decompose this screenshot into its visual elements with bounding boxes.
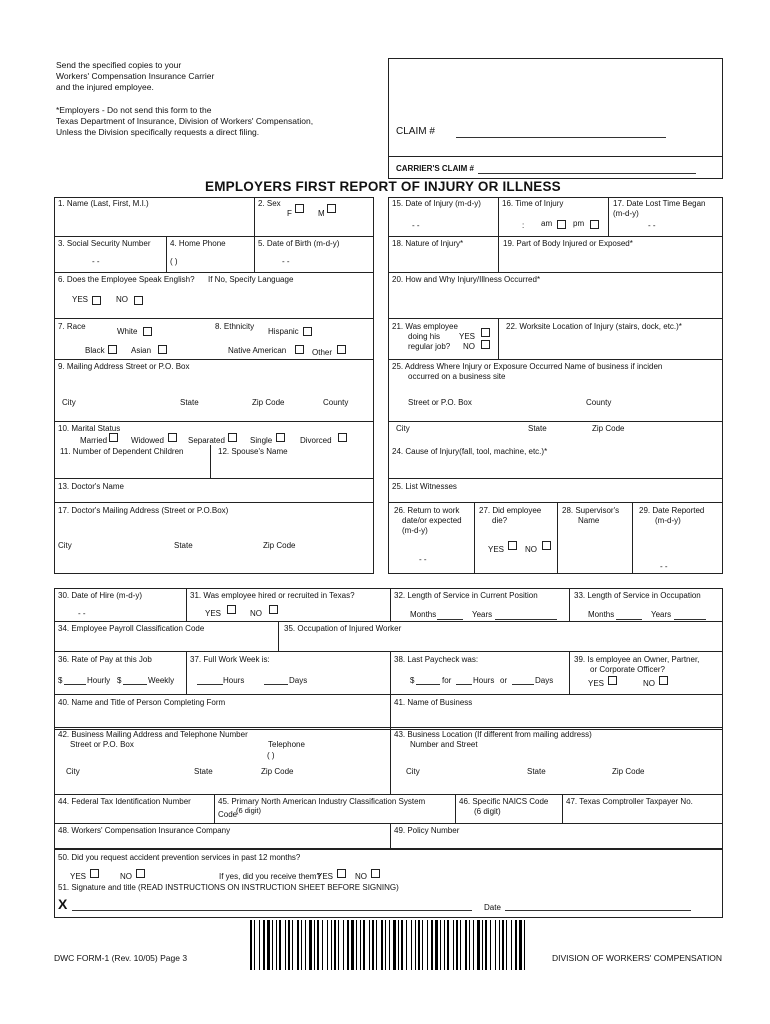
mail-state-label: State [180, 398, 199, 407]
field-27-label: 27. Did employee [479, 506, 542, 515]
occupation-years-field[interactable] [674, 619, 706, 620]
divider [388, 272, 723, 273]
divider [254, 236, 255, 272]
sex-m-label: M [318, 209, 325, 218]
field-45-code-label: Code [218, 810, 238, 819]
paycheck-for-label: for [442, 676, 452, 685]
field-16-label: 16. Time of Injury [502, 199, 564, 208]
claim-box [388, 58, 723, 179]
intro-line-6: Unless the Division specifically requests a direct filing. [56, 127, 260, 137]
prevention-no-label: NO [120, 872, 132, 881]
field-11-label: 11. Number of Dependent Children [60, 447, 184, 456]
divider [388, 236, 723, 237]
paycheck-or-label: or [500, 676, 508, 685]
field-32-label: 32. Length of Service in Current Position [394, 591, 538, 600]
time-pm-label: pm [573, 219, 585, 228]
field-40-label: 40. Name and Title of Person Completing Form [58, 698, 226, 707]
field-12-label: 12. Spouse's Name [218, 447, 288, 456]
marital-divorced-checkbox[interactable] [338, 433, 347, 442]
race-black-label: Black [85, 346, 105, 355]
regular-job-yes-checkbox[interactable] [481, 328, 490, 337]
prevention-yes-checkbox[interactable] [90, 869, 99, 878]
position-months-field[interactable] [437, 619, 463, 620]
field-26-label: 26. Return to work [394, 506, 460, 515]
marital-divorced-label: Divorced [300, 436, 332, 445]
divider [388, 421, 723, 422]
field-31-label: 31. Was employee hired or recruited in Texas? [190, 591, 355, 600]
reported-dashes: - - [660, 562, 668, 571]
field-39-label: 39. Is employee an Owner, Partner, [574, 655, 700, 664]
field-8-label: 8. Ethnicity [215, 322, 255, 331]
field-29-label: 29. Date Reported [639, 506, 705, 515]
received-no-label: NO [355, 872, 367, 881]
biz-state-label: State [194, 767, 213, 776]
received-no-checkbox[interactable] [371, 869, 380, 878]
barcode-image [250, 920, 526, 970]
divider [166, 236, 167, 272]
field-22-label: 22. Worksite Location of Injury (stairs, dock, etc.)* [506, 322, 682, 331]
divider [632, 502, 633, 574]
field-2-label: 2. Sex [258, 199, 281, 208]
field-23-label: 25. Address Where Injury or Exposure Occurred Name of business if inciden [392, 362, 663, 371]
divider [388, 478, 723, 479]
field-47-label: 47. Texas Comptroller Taxpayer No. [566, 797, 693, 806]
paycheck-days-label: Days [535, 676, 554, 685]
field-26-line3: (m-d-y) [402, 526, 428, 535]
divider [210, 445, 211, 478]
field-21-label: 21. Was employee [392, 322, 458, 331]
field-6-label: 6. Does the Employee Speak English? [58, 275, 195, 284]
divider [214, 794, 215, 823]
prevention-yes-label: YES [70, 872, 87, 881]
field-43-label: 43. Business Location (If different from mailing address) [394, 730, 592, 739]
field-15-label: 15. Date of Injury (m-d-y) [392, 199, 481, 208]
field-41-label: 41. Name of Business [394, 698, 473, 707]
divider [498, 236, 499, 272]
field-6b-label: If No, Specify Language [208, 275, 294, 284]
paycheck-hours-label: Hours [473, 676, 495, 685]
biz-zip-label: Zip Code [261, 767, 294, 776]
marital-married-checkbox[interactable] [109, 433, 118, 442]
sex-m-checkbox[interactable] [327, 204, 336, 213]
hire-dashes: - - [78, 609, 86, 618]
received-yes-checkbox[interactable] [337, 869, 346, 878]
field-43-line2: Number and Street [410, 740, 478, 749]
paycheck-hours-field[interactable] [456, 684, 472, 685]
pay-dollar-sign: $ [58, 676, 63, 685]
divider [54, 318, 374, 319]
claim-label: CLAIM # [396, 126, 435, 137]
sex-f-label: F [287, 209, 292, 218]
divider [474, 502, 475, 574]
rtw-dashes: - - [419, 555, 427, 564]
pay-dollar-sign-2: $ [117, 676, 122, 685]
ethnicity-other-label: Other [312, 348, 333, 357]
marital-separated-checkbox[interactable] [228, 433, 237, 442]
paycheck-dollar: $ [410, 676, 415, 685]
divider [390, 727, 391, 794]
field-21-line3: regular job? [408, 342, 451, 351]
field-42-line2: Street or P.O. Box [70, 740, 134, 749]
weekly-rate-field[interactable] [123, 684, 147, 685]
owner-yes-checkbox[interactable] [608, 676, 617, 685]
field-1-label: 1. Name (Last, First, M.I.) [58, 199, 149, 208]
divider [254, 197, 255, 236]
signature-x-mark: X [58, 896, 68, 912]
field-5-label: 5. Date of Birth (m-d-y) [258, 239, 340, 248]
field-37-label: 37. Full Work Week is: [190, 655, 270, 664]
field-25-label: 25. List Witnesses [392, 482, 457, 491]
position-months-label: Months [410, 610, 437, 619]
hired-tx-no-label: NO [250, 609, 262, 618]
field-45-digits: (6 digit) [236, 806, 262, 815]
loc-city-label: City [406, 767, 420, 776]
divider [54, 478, 374, 479]
site-state-label: State [528, 424, 547, 433]
intro-line-3: and the injured employee. [56, 82, 154, 92]
biz-city-label: City [66, 767, 80, 776]
time-am-label: am [541, 219, 553, 228]
field-45-label: 45. Primary North American Industry Classification System [218, 797, 426, 806]
form-id: DWC FORM-1 (Rev. 10/05) Page 3 [54, 953, 188, 963]
english-yes-checkbox[interactable] [92, 296, 101, 305]
doctor-city-label: City [58, 541, 72, 550]
divider [390, 588, 391, 621]
divider [54, 421, 374, 422]
field-17l-label: 17. Doctor's Mailing Address (Street or P.O.Box) [58, 506, 229, 515]
sex-f-checkbox[interactable] [295, 204, 304, 213]
field-4-label: 4. Home Phone [170, 239, 226, 248]
divider [186, 651, 187, 694]
position-years-label: Years [472, 610, 493, 619]
hourly-label: Hourly [87, 676, 111, 685]
divider [54, 694, 723, 695]
occupation-months-field[interactable] [616, 619, 642, 620]
field-19-label: 19. Part of Body Injured or Exposed* [503, 239, 633, 248]
owner-no-label: NO [643, 679, 655, 688]
intro-line-1: Send the specified copies to your [56, 60, 182, 70]
died-yes-label: YES [488, 545, 505, 554]
died-yes-checkbox[interactable] [508, 541, 517, 550]
divider [54, 272, 374, 273]
race-white-checkbox[interactable] [143, 327, 152, 336]
divider [390, 651, 391, 694]
site-county-label: County [586, 398, 612, 407]
divider [388, 318, 723, 319]
field-48-label: 48. Workers' Compensation Insurance Company [58, 826, 231, 835]
week-hours-field[interactable] [197, 684, 223, 685]
field-9-label: 9. Mailing Address Street or P.O. Box [58, 362, 190, 371]
ethnicity-hispanic-label: Hispanic [268, 327, 299, 336]
race-asian-checkbox[interactable] [158, 345, 167, 354]
field-18-label: 18. Nature of Injury* [392, 239, 464, 248]
signature-field[interactable] [72, 910, 472, 911]
field-10-label: 10. Marital Status [58, 424, 121, 433]
field-50-label: 50. Did you request accident prevention services in past 12 months? [58, 853, 301, 862]
field-27-line2: die? [492, 516, 508, 525]
hourly-rate-field[interactable] [64, 684, 86, 685]
doi-dashes: - - [412, 221, 420, 230]
regular-job-yes-label: YES [459, 332, 476, 341]
field-34-label: 34. Employee Payroll Classification Code [58, 624, 205, 633]
owner-yes-label: YES [588, 679, 605, 688]
carrier-claim-label: CARRIER'S CLAIM # [396, 164, 474, 173]
race-black-checkbox[interactable] [108, 345, 117, 354]
english-yes-label: YES [72, 295, 89, 304]
employee-info-panel [54, 197, 374, 574]
divider [54, 823, 723, 824]
field-30-label: 30. Date of Hire (m-d-y) [58, 591, 143, 600]
week-days-field[interactable] [264, 684, 288, 685]
field-20-label: 20. How and Why Injury/Illness Occurred* [392, 275, 541, 284]
time-colon: : [522, 221, 525, 230]
marital-widowed-checkbox[interactable] [168, 433, 177, 442]
divider [54, 794, 723, 795]
field-46-label: 46. Specific NAICS Code [459, 797, 549, 806]
dob-dashes: - - [282, 257, 290, 266]
doctor-state-label: State [174, 541, 193, 550]
divider [498, 197, 499, 236]
divider [390, 823, 391, 849]
divider [278, 621, 279, 651]
field-46-line2: (6 digit) [474, 807, 501, 816]
field-29-line2: (m-d-y) [655, 516, 681, 525]
divider [388, 156, 723, 157]
field-39-line2: or Corporate Officer? [590, 665, 665, 674]
ethnicity-native-checkbox[interactable] [295, 345, 304, 354]
carrier-claim-field[interactable] [478, 173, 696, 174]
division-name: DIVISION OF WORKERS' COMPENSATION [552, 953, 723, 963]
divider [388, 359, 723, 360]
divider [569, 651, 570, 694]
field-26-line2: date/or expected [402, 516, 462, 525]
field-7-label: 7. Race [58, 322, 86, 331]
divider [608, 197, 609, 236]
divider [54, 621, 723, 622]
position-years-field[interactable] [495, 619, 557, 620]
field-3-label: 3. Social Security Number [58, 239, 151, 248]
field-28-line2: Name [578, 516, 600, 525]
divider [569, 588, 570, 621]
intro-line-4: *Employers - Do not send this form to the [56, 105, 212, 115]
divider [557, 502, 558, 574]
ethnicity-hispanic-checkbox[interactable] [303, 327, 312, 336]
field-17r-label: 17. Date Lost Time Began [613, 199, 706, 208]
divider [186, 588, 187, 621]
mail-city-label: City [62, 398, 76, 407]
form-title: EMPLOYERS FIRST REPORT OF INJURY OR ILLNESS [205, 179, 561, 194]
divider [54, 236, 374, 237]
ethnicity-other-checkbox[interactable] [337, 345, 346, 354]
field-42-label: 42. Business Mailing Address and Telephone Number [58, 730, 248, 739]
occupation-months-label: Months [588, 610, 615, 619]
signature-date-field[interactable] [505, 910, 691, 911]
divider [54, 502, 374, 503]
telephone-parens: ( ) [267, 751, 275, 760]
phone-parens: ( ) [170, 257, 178, 266]
field-49-label: 49. Policy Number [394, 826, 460, 835]
field-44-label: 44. Federal Tax Identification Number [58, 797, 191, 806]
field-38-label: 38. Last Paycheck was: [394, 655, 479, 664]
field-35-label: 35. Occupation of Injured Worker [284, 624, 402, 633]
mail-county-label: County [323, 398, 349, 407]
marital-separated-label: Separated [188, 436, 225, 445]
paycheck-days-field[interactable] [512, 684, 534, 685]
site-zip-label: Zip Code [592, 424, 625, 433]
week-days-label: Days [289, 676, 308, 685]
divider [498, 318, 499, 359]
date-label: Date [484, 903, 501, 912]
english-no-label: NO [116, 295, 128, 304]
field-23-line2: occurred on a business site [408, 372, 506, 381]
hired-tx-yes-label: YES [205, 609, 222, 618]
field-17r-sublabel: (m-d-y) [613, 209, 639, 218]
marital-widowed-label: Widowed [131, 436, 164, 445]
paycheck-amount-field[interactable] [416, 684, 440, 685]
doctor-zip-label: Zip Code [263, 541, 296, 550]
loc-state-label: State [527, 767, 546, 776]
divider [54, 359, 374, 360]
regular-job-no-checkbox[interactable] [481, 340, 490, 349]
intro-line-5: Texas Department of Insurance, Division of Workers' Compensation, [56, 116, 314, 126]
field-13-label: 13. Doctor's Name [58, 482, 124, 491]
ssn-dashes: - - [92, 257, 100, 266]
divider [390, 694, 391, 730]
week-hours-label: Hours [223, 676, 245, 685]
hired-tx-yes-checkbox[interactable] [227, 605, 236, 614]
marital-single-checkbox[interactable] [276, 433, 285, 442]
marital-married-label: Married [80, 436, 108, 445]
site-street-label: Street or P.O. Box [408, 398, 472, 407]
lost-time-dashes: - - [648, 221, 656, 230]
marital-single-label: Single [250, 436, 273, 445]
field-24-label: 24. Cause of Injury(fall, tool, machine, etc.)* [392, 447, 548, 456]
field-21-line2: doing his [408, 332, 441, 341]
divider [455, 794, 456, 823]
loc-zip-label: Zip Code [612, 767, 645, 776]
english-no-checkbox[interactable] [134, 296, 143, 305]
race-asian-label: Asian [131, 346, 152, 355]
divider [562, 794, 563, 823]
field-36-label: 36. Rate of Pay at this Job [58, 655, 152, 664]
mail-zip-label: Zip Code [252, 398, 285, 407]
died-no-checkbox[interactable] [542, 541, 551, 550]
site-city-label: City [396, 424, 410, 433]
hired-tx-no-checkbox[interactable] [269, 605, 278, 614]
intro-line-2: Workers' Compensation Insurance Carrier [56, 71, 215, 81]
field-28-label: 28. Supervisor's [562, 506, 620, 515]
received-yes-label: YES [317, 872, 334, 881]
field-50b-label: If yes, did you receive them? [219, 872, 321, 881]
ethnicity-native-label: Native American [228, 346, 287, 355]
field-51-label: 51. Signature and title (READ INSTRUCTIONS ON INSTRUCTION SHEET BEFORE SIGNING) [58, 883, 399, 892]
claim-number-field[interactable] [456, 137, 666, 138]
race-white-label: White [117, 327, 138, 336]
telephone-label: Telephone [268, 740, 305, 749]
occupation-years-label: Years [651, 610, 672, 619]
divider [54, 651, 723, 652]
regular-job-no-label: NO [463, 342, 475, 351]
field-33-label: 33. Length of Service in Occupation [574, 591, 701, 600]
prevention-no-checkbox[interactable] [136, 869, 145, 878]
time-am-checkbox[interactable] [557, 220, 566, 229]
time-pm-checkbox[interactable] [590, 220, 599, 229]
divider [388, 502, 723, 503]
weekly-label: Weekly [148, 676, 175, 685]
died-no-label: NO [525, 545, 537, 554]
owner-no-checkbox[interactable] [659, 676, 668, 685]
